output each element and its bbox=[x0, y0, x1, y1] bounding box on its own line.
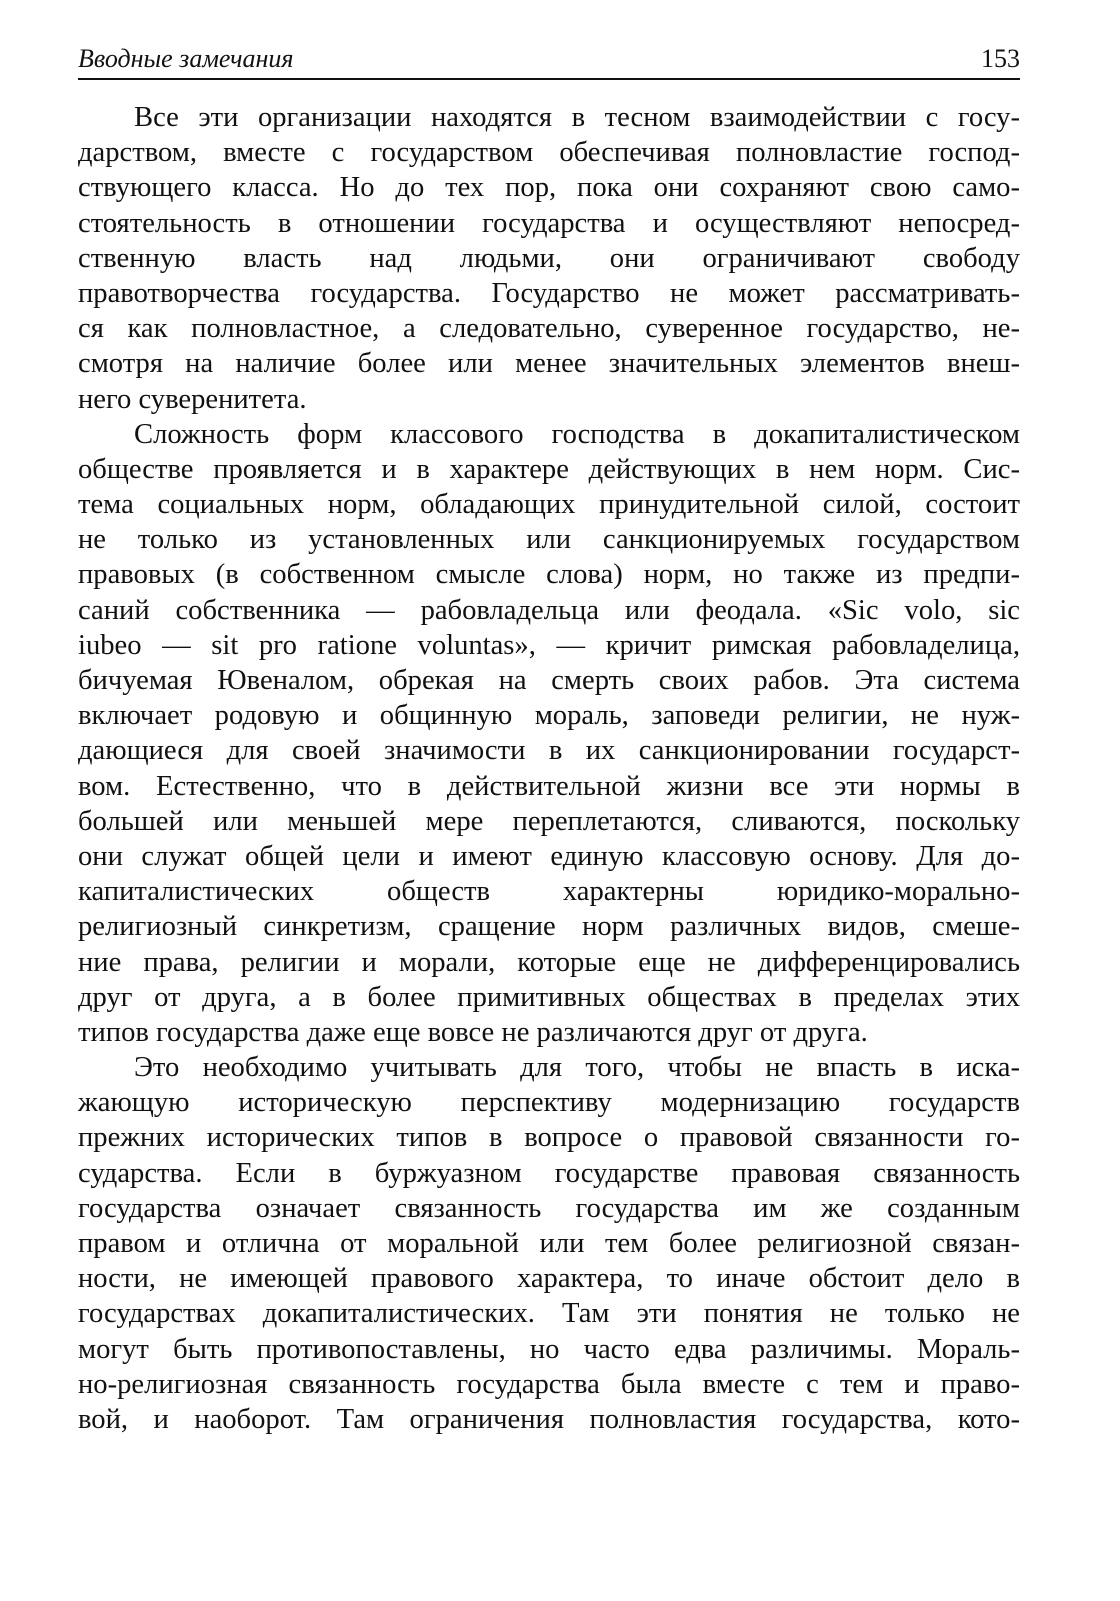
text-line: государствах докапиталистических. Там эти понятия не только не bbox=[78, 1298, 1020, 1330]
body-text bbox=[78, 100, 1020, 1437]
text-line: друг от друга, а в более примитивных обществах в пределах этих bbox=[78, 981, 1020, 1013]
paragraph bbox=[78, 1050, 1020, 1437]
text-line: государства означает связанность государства им же созданным bbox=[78, 1192, 1020, 1224]
text-line: включает родовую и общинную мораль, заповеди религии, не нуж- bbox=[78, 700, 1020, 732]
text-line: бичуемая Ювеналом, обрекая на смерть своих рабов. Эта система bbox=[78, 665, 1020, 696]
text-line: саний собственника — рабовладельца или феодала. «Sic volo, sic bbox=[78, 594, 1020, 626]
text-line: но-религиозная связанность государства была вместе с тем и право- bbox=[78, 1368, 1020, 1400]
text-line: капиталистических обществ характерны юридико-морально- bbox=[78, 876, 1020, 908]
text-line: него суверенитета. bbox=[78, 383, 307, 415]
text-line: ности, не имеющей правового характера, то иначе обстоит дело в bbox=[78, 1263, 1020, 1295]
text-line: правотворчества государства. Государство не может рассматривать- bbox=[78, 277, 1020, 309]
text-line: большей или меньшей мере переплетаются, сливаются, поскольку bbox=[78, 805, 1020, 837]
text-line: ствующего класса. Но до тех пор, пока они сохраняют свою само- bbox=[78, 172, 1020, 204]
text-line: вом. Естественно, что в действительной жизни все эти нормы в bbox=[78, 770, 1020, 802]
text-line: правом и отлична от моральной или тем более религиозной связан- bbox=[78, 1228, 1020, 1259]
running-header bbox=[78, 44, 1020, 80]
text-line: ственную власть над людьми, они ограничивают свободу bbox=[78, 242, 1020, 274]
text-line: могут быть противопоставлены, но часто едва различимы. Мораль- bbox=[78, 1333, 1020, 1365]
text-line: iubeo — sit pro ratione voluntas», — кричит римская рабовладелица, bbox=[78, 629, 1020, 661]
text-line: Все эти организации находятся в тесном взаимодействии с госу- bbox=[134, 102, 1020, 133]
text-line: тема социальных норм, обладающих принудительной силой, состоит bbox=[78, 489, 1020, 521]
text-line: религиозный синкретизм, сращение норм различных видов, смеше- bbox=[78, 911, 1020, 943]
text-line: Сложность форм классового господства в докапиталистическом bbox=[134, 418, 1020, 450]
text-line: правовых (в собственном смысле слова) норм, но также из предпи- bbox=[78, 559, 1020, 591]
text-line: не только из установленных или санкционируемых государством bbox=[78, 524, 1020, 556]
text-line: ние права, религии и морали, которые еще не дифференцировались bbox=[78, 946, 1020, 978]
text-line: стоятельность в отношении государства и осуществляют непосред- bbox=[78, 207, 1020, 239]
text-line: дарством, вместе с государством обеспечивая полновластие господ- bbox=[78, 137, 1020, 169]
text-line: сударства. Если в буржуазном государстве правовая связанность bbox=[78, 1157, 1020, 1189]
text-line: прежних исторических типов в вопросе о правовой связанности го- bbox=[78, 1122, 1020, 1154]
paragraph bbox=[78, 417, 1020, 1050]
chapter-title: Вводные замечания bbox=[78, 44, 294, 73]
text-line: жающую историческую перспективу модернизацию государств bbox=[78, 1087, 1020, 1119]
text-line: ся как полновластное, а следовательно, суверенное государство, не- bbox=[78, 313, 1020, 345]
text-line: вой, и наоборот. Там ограничения полновластия государства, кото- bbox=[78, 1403, 1020, 1435]
text-line: дающиеся для своей значимости в их санкционировании государст- bbox=[78, 735, 1020, 767]
text-line: типов государства даже еще вовсе не различаются друг от друга. bbox=[78, 1016, 868, 1048]
text-line: Это необходимо учитывать для того, чтобы не впасть в иска- bbox=[134, 1052, 1020, 1084]
text-line: они служат общей цели и имеют единую классовую основу. Для до- bbox=[78, 840, 1020, 872]
book-page bbox=[78, 0, 1020, 1601]
text-line: смотря на наличие более или менее значительных элементов внеш- bbox=[78, 348, 1020, 380]
paragraph bbox=[78, 100, 1020, 417]
text-line: обществе проявляется и в характере действующих в нем норм. Сис- bbox=[78, 453, 1020, 485]
page-number: 153 bbox=[981, 44, 1020, 73]
